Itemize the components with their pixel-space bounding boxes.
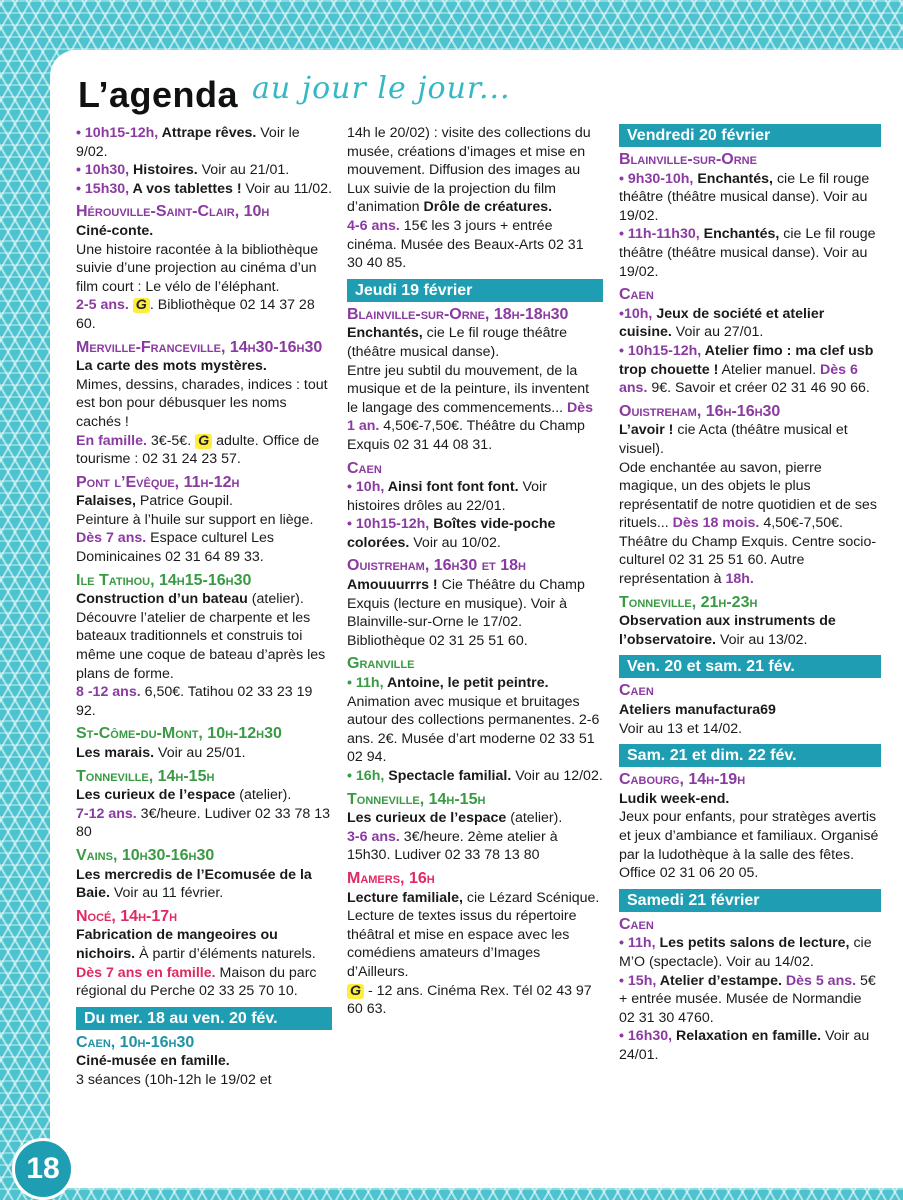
location-heading: Pont l’Evêque, 11h-12h bbox=[76, 473, 240, 491]
event-title: Enchantés, bbox=[703, 226, 780, 243]
event-description: Animation avec musique et bruitages autour des collections permanentes. 2-6 ans. 2€. Musée d’art moderne 02 33 51 02 94. bbox=[347, 693, 600, 766]
event-info: Atelier manuel. bbox=[718, 361, 817, 378]
location-heading: Granville bbox=[347, 655, 415, 673]
event-subtitle: (atelier). bbox=[506, 810, 563, 827]
event-info: Voir au 10/02. bbox=[409, 534, 501, 551]
event-info: 4,50€-7,50€. Théâtre du Champ Exquis 02 31 44 08 31. bbox=[347, 418, 585, 453]
location-heading: Blainville-sur-Orne, 18h-18h30 bbox=[347, 305, 569, 323]
event-title: Falaises, bbox=[76, 493, 136, 510]
location-heading: Vains, 10h30-16h30 bbox=[76, 846, 215, 864]
event-subtitle: (atelier). bbox=[235, 787, 292, 804]
event-time: • 10h15-12h, bbox=[347, 516, 434, 533]
event-price: 3€-5€. bbox=[146, 432, 192, 449]
event-description: 14h le 20/02) : visite des collections du musée, créations d’images et mise en mouvement. Diffusion des images au Lux suivie de la projection du film d’animation bbox=[347, 125, 591, 216]
event-title: Atelier d’estampe. bbox=[659, 972, 782, 989]
event-info: 5€ + entrée musée. Musée de Normandie 02 31 30 4760. bbox=[619, 972, 876, 1026]
event-info: Cie Théâtre du Champ Exquis (lecture en musique). Voir à Blainville-sur-Orne le 17/02. Bibliothèque 02 31 25 51 60. bbox=[347, 577, 585, 649]
event-title: La carte des mots mystères. bbox=[76, 358, 267, 375]
age-range: Dès 7 ans. bbox=[76, 530, 147, 547]
location-heading: Tonneville, 14h-15h bbox=[347, 790, 486, 808]
event-title: Attrape rêves. bbox=[161, 125, 257, 141]
event-info: Voir au 25/01. bbox=[154, 745, 246, 761]
event-title: Les petits salons de lecture, bbox=[659, 935, 850, 952]
date-section-header: Sam. 21 et dim. 22 fév. bbox=[619, 744, 881, 767]
event-time: • 11h, bbox=[619, 935, 660, 952]
page-number: 18 bbox=[12, 1138, 74, 1200]
age-range: Dès 1 an. bbox=[347, 399, 594, 435]
event-title: Fabrication de mangeoires ou nichoirs. bbox=[76, 927, 278, 962]
event-time: • 16h, bbox=[347, 768, 389, 784]
event-time: • 16h30, bbox=[619, 1028, 677, 1045]
event-info: Voir au 13 et 14/02. bbox=[619, 720, 743, 737]
event-time: • 9h30-10h, bbox=[619, 170, 698, 187]
event-title: L’avoir ! bbox=[619, 422, 674, 439]
event-description: Jeux pour enfants, pour stratèges avertis et jeux d’ambiance et familiaux. Organisé par la ludothèque à la salle des fêtes. Office 02 31 06 20 05. bbox=[619, 809, 879, 882]
event-title: Construction d’un bateau bbox=[76, 591, 248, 608]
event-description: Une histoire racontée à la bibliothèque suivie d’une projection au cinéma d’un film court : Le vélo de l’éléphant. bbox=[76, 241, 319, 295]
event-info: 9€. Savoir et créer 02 31 46 90 66. bbox=[647, 380, 870, 397]
location-heading: Caen bbox=[619, 286, 654, 304]
event-info: adulte. Office de tourisme : 02 31 24 23 57. bbox=[76, 432, 320, 468]
page-header bbox=[78, 68, 511, 116]
event-info: Voir au 12/02. bbox=[511, 768, 603, 784]
location-heading: Caen bbox=[619, 682, 654, 700]
event-time: • 15h, bbox=[619, 972, 660, 989]
location-heading: Mamers, 16h bbox=[347, 869, 435, 887]
event-title: Spectacle familial. bbox=[388, 768, 512, 784]
event-info: cie Le fil rouge théâtre (théâtre musical danse). Voir au 19/02. bbox=[619, 170, 870, 224]
event-description: Mimes, dessins, charades, indices : tout est bon pour débusquer les noms cachés ! bbox=[76, 376, 328, 430]
event-time: 18h. bbox=[725, 571, 754, 588]
page-subtitle: au jour le jour... bbox=[252, 71, 511, 106]
age-range: 4-6 ans. bbox=[347, 217, 400, 234]
event-description: Découvre l’atelier de charpente et les bateaux traditionnels et construis toi même une coque de bateau d’après les plans de forme. bbox=[76, 609, 326, 682]
age-range: En famille. bbox=[76, 432, 147, 449]
event-title: Observation aux instruments de l’observatoire. bbox=[619, 613, 836, 648]
age-range: 8 -12 ans. bbox=[76, 684, 141, 701]
event-title: Atelier fimo : ma clef usb trop chouette ! bbox=[619, 342, 874, 378]
event-subtitle: Patrice Goupil. bbox=[135, 493, 233, 510]
event-subtitle: cie Acta (théâtre musical et visuel). bbox=[619, 422, 848, 457]
event-description: Peinture à l’huile sur support en liège. bbox=[76, 511, 314, 528]
location-heading: Caen bbox=[347, 459, 382, 477]
location-heading: Blainville-sur-Orne bbox=[619, 151, 757, 168]
event-subtitle: cie Le fil rouge théâtre (théâtre musical danse). bbox=[347, 325, 568, 360]
date-section-header: Ven. 20 et sam. 21 fév. bbox=[619, 655, 881, 678]
location-heading: Tonneville, 21h-23h bbox=[619, 593, 758, 611]
event-description: Lecture de textes issus du répertoire théâtral et mise en espace avec les comédiens amateurs d’Images d’Ailleurs. bbox=[347, 908, 577, 980]
event-title: Histoires. bbox=[133, 162, 198, 179]
event-time: • 10h30, bbox=[76, 162, 134, 179]
column-1 bbox=[76, 124, 332, 1090]
event-title: Ateliers manufactura69 bbox=[619, 702, 776, 719]
event-subtitle: À partir d’éléments naturels. bbox=[135, 945, 316, 962]
event-info: Voir au 21/01. bbox=[197, 162, 290, 179]
event-time: •10h, bbox=[619, 305, 657, 322]
location-heading: St-Côme-du-Mont, 10h-12h30 bbox=[76, 725, 282, 743]
event-title: Les marais. bbox=[76, 745, 155, 761]
event-title: Enchantés, bbox=[697, 170, 774, 187]
event-title: Ciné-conte. bbox=[76, 222, 154, 239]
g-logo-icon: G bbox=[195, 434, 212, 449]
event-info: Maison du parc régional du Perche 02 33 25 70 10. bbox=[76, 964, 317, 1000]
age-range: 3-6 ans. bbox=[347, 828, 400, 845]
page-title: L’agenda bbox=[78, 74, 239, 115]
date-section-header: Du mer. 18 au ven. 20 fév. bbox=[76, 1007, 332, 1030]
event-info: cie Le fil rouge théâtre (théâtre musical danse). Voir au 19/02. bbox=[619, 226, 876, 280]
event-subtitle: (atelier). bbox=[247, 591, 304, 608]
event-title: Les mercredis de l’Ecomusée de la Baie. bbox=[76, 866, 312, 902]
date-section-header: Vendredi 20 février bbox=[619, 124, 881, 147]
event-time: • 10h15-12h, bbox=[619, 342, 705, 359]
date-section-header: Samedi 21 février bbox=[619, 889, 881, 912]
event-title: Ciné-musée en famille. bbox=[76, 1053, 230, 1070]
age-range: 2-5 ans. bbox=[76, 297, 129, 314]
event-info: 3€/heure. Ludiver 02 33 78 13 80 bbox=[76, 805, 330, 841]
event-title: Enchantés, bbox=[347, 325, 423, 342]
event-info: 6,50€. Tatihou 02 33 23 19 92. bbox=[76, 684, 313, 719]
g-logo-icon: G bbox=[347, 984, 364, 999]
event-title: Jeux de société et atelier cuisine. bbox=[619, 305, 825, 341]
event-time: • 11h, bbox=[347, 675, 387, 692]
column-2 bbox=[347, 124, 603, 1019]
g-logo-icon: G bbox=[133, 298, 150, 313]
location-heading: Hérouville-Saint-Clair, 10h bbox=[76, 203, 270, 221]
event-time: • 10h, bbox=[347, 479, 388, 496]
event-time: • 11h-11h30, bbox=[619, 226, 704, 243]
event-time: • 10h15-12h, bbox=[76, 125, 162, 141]
event-info: 4,50€-7,50€. Théâtre du Champ Exquis. Centre socio-culturel 02 31 25 51 60. Autre représentation à bbox=[619, 515, 877, 588]
location-heading: Nocé, 14h-17h bbox=[76, 907, 178, 925]
event-title: Amouuurrrs ! bbox=[347, 577, 438, 594]
location-heading: Caen bbox=[619, 915, 654, 933]
location-heading: Ile Tatihou, 14h15-16h30 bbox=[76, 571, 252, 589]
event-title: Les curieux de l’espace bbox=[76, 787, 236, 804]
event-description: 3 séances (10h-12h le 19/02 et bbox=[76, 1071, 272, 1088]
event-info: . Bibliothèque 02 14 37 28 60. bbox=[76, 297, 315, 332]
event-info: - 12 ans. Cinéma Rex. Tél 02 43 97 60 63. bbox=[347, 982, 592, 1018]
event-info: Voir au 27/01. bbox=[671, 324, 764, 341]
event-info: Voir le 9/02. bbox=[76, 125, 300, 160]
event-subtitle: cie Lézard Scénique. bbox=[462, 889, 600, 906]
event-info: Voir au 13/02. bbox=[716, 631, 808, 648]
event-info: Espace culturel Les Dominicaines 02 31 64 89 33. bbox=[76, 530, 274, 566]
event-title: Drôle de créatures. bbox=[423, 199, 553, 216]
event-title: A vos tablettes ! bbox=[132, 180, 242, 197]
event-info: Voir au 11 février. bbox=[109, 885, 224, 902]
event-description: Entre jeu subtil du mouvement, de la musique et de la peinture, ils inventent le langage des commencements... bbox=[347, 362, 590, 416]
event-title: Les curieux de l’espace bbox=[347, 810, 507, 827]
event-title: Ludik week-end. bbox=[619, 790, 730, 807]
event-info: 15€ les 3 jours + entrée cinéma. Musée des Beaux-Arts 02 31 30 40 85. bbox=[347, 217, 584, 272]
event-info: 3€/heure. 2ème atelier à 15h30. Ludiver 02 33 78 13 80 bbox=[347, 828, 558, 864]
date-section-header: Jeudi 19 février bbox=[347, 279, 603, 302]
location-heading: Caen, 10h-16h30 bbox=[76, 1033, 195, 1051]
age-range: Dès 6 ans. bbox=[619, 361, 858, 397]
event-description: Ode enchantée au savon, pierre magique, un des objets le plus représentatif de notre quotidien et de ses rituels... bbox=[619, 459, 877, 532]
age-range: Dès 5 ans. bbox=[781, 972, 857, 989]
event-title: Lecture familiale, bbox=[347, 889, 463, 906]
event-info: Voir au 24/01. bbox=[619, 1028, 870, 1063]
event-info: cie M’O (spectacle). Voir au 14/02. bbox=[619, 935, 872, 970]
event-info: Voir histoires drôles au 22/01. bbox=[347, 479, 547, 514]
event-title: Relaxation en famille. bbox=[676, 1028, 822, 1045]
location-heading: Cabourg, 14h-19h bbox=[619, 771, 746, 789]
age-range: 7-12 ans. bbox=[76, 805, 137, 822]
age-range: Dès 18 mois. bbox=[668, 515, 760, 532]
event-title: Ainsi font font font. bbox=[387, 479, 519, 496]
location-heading: Merville-Franceville, 14h30-16h30 bbox=[76, 338, 323, 356]
event-info: Voir au 11/02. bbox=[241, 180, 333, 197]
location-heading: Ouistreham, 16h-16h30 bbox=[619, 402, 781, 420]
event-title: Antoine, le petit peintre. bbox=[386, 675, 549, 692]
location-heading: Tonneville, 14h-15h bbox=[76, 767, 215, 785]
column-3 bbox=[619, 124, 881, 1065]
event-time: • 15h30, bbox=[76, 180, 133, 197]
age-range: Dès 7 ans en famille. bbox=[76, 964, 216, 981]
event-title: Boîtes vide-poche colorées. bbox=[347, 516, 556, 551]
location-heading: Ouistreham, 16h30 et 18h bbox=[347, 557, 526, 575]
